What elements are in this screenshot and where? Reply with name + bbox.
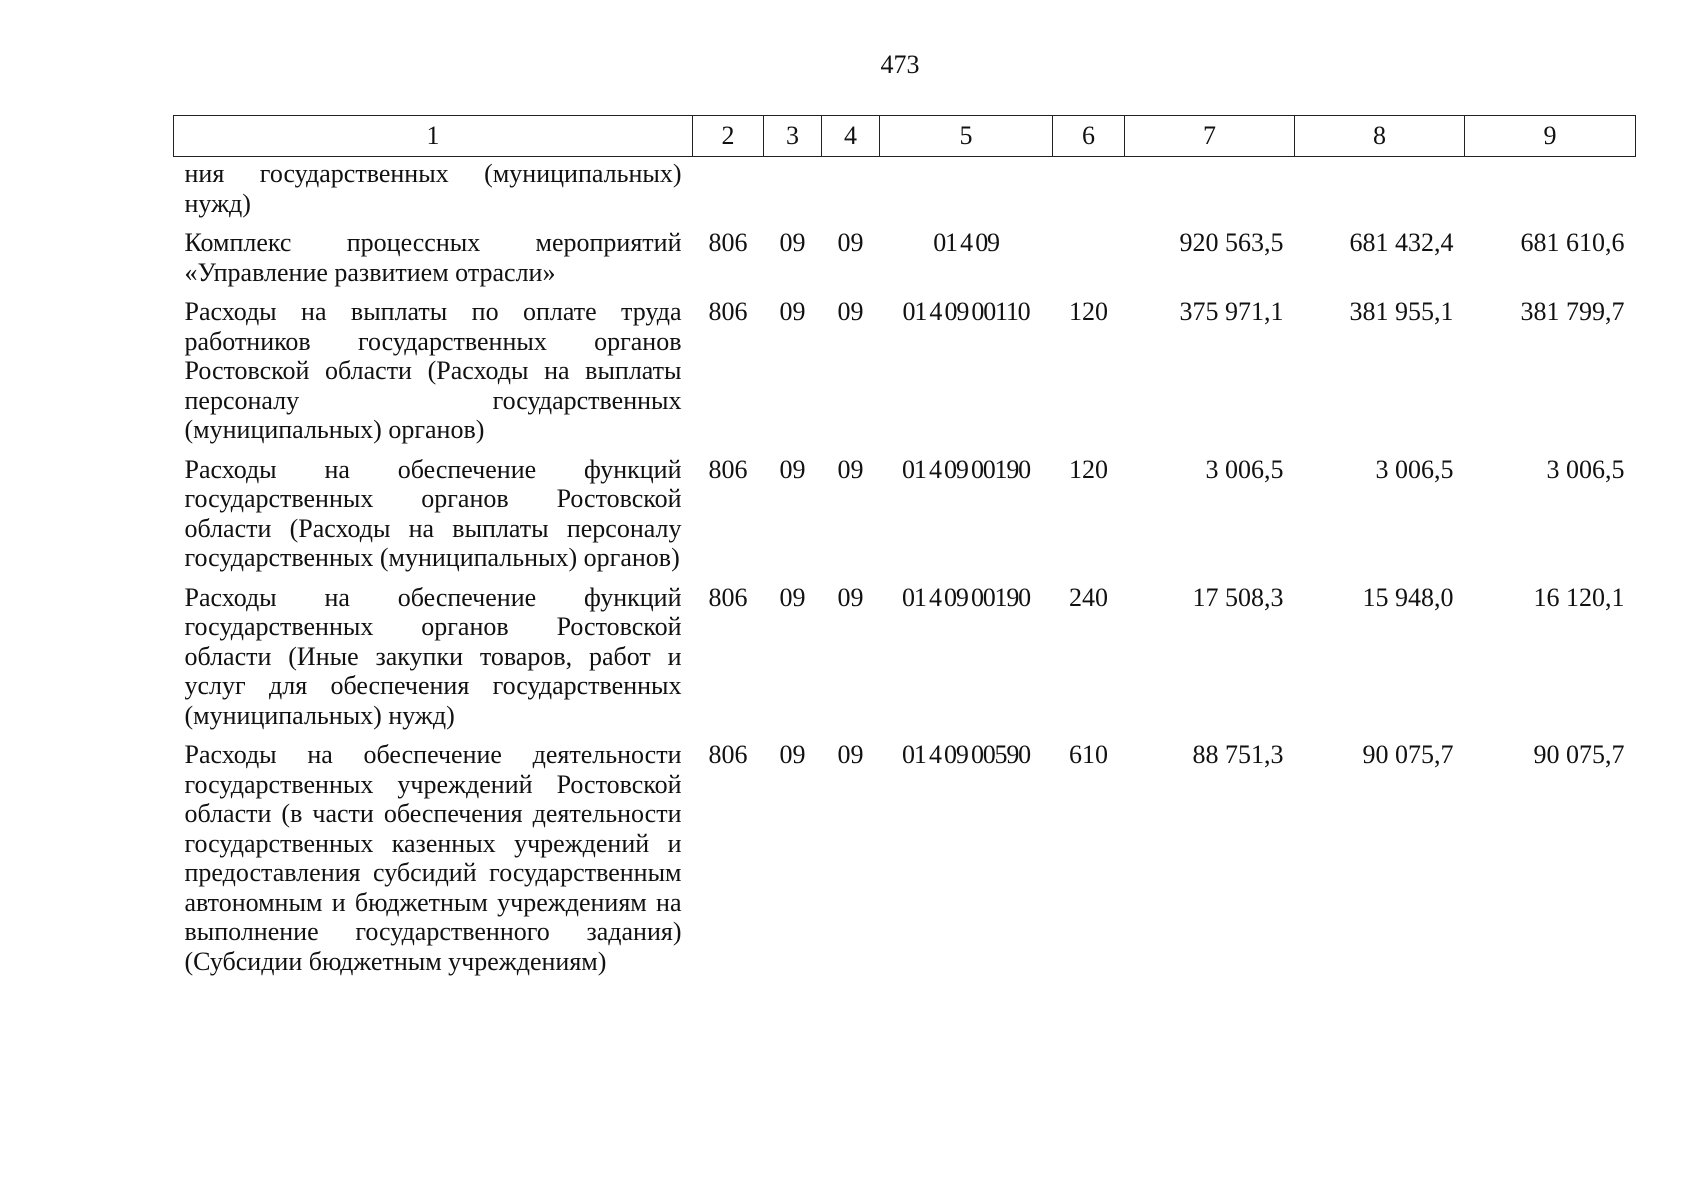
amount-col8-cell: 15 948,0 xyxy=(1362,582,1454,612)
section-code-cell: 09 xyxy=(779,740,806,769)
section-code-cell: 09 xyxy=(779,228,806,257)
amount-col8-cell: 90 075,7 xyxy=(1362,740,1454,769)
amount-col9-cell: 90 075,7 xyxy=(1533,740,1625,769)
amount-col9-cell: 16 120,1 xyxy=(1533,582,1625,612)
expense-name-cell: Расходы на выплаты по оплате труда работников государственных органов Ростовской области (Расходы на выплаты персоналу государственных (муниципальных) органов) xyxy=(184,297,682,444)
column-header: 9 xyxy=(1465,116,1636,157)
amount-col7-cell: 920 563,5 xyxy=(1179,228,1284,257)
amount-col7-cell: 375 971,1 xyxy=(1179,297,1284,326)
expense-type-cell: 120 xyxy=(1069,454,1108,484)
subsection-code-cell: 09 xyxy=(837,454,864,484)
amount-col9-cell: 3 006,5 xyxy=(1546,454,1625,484)
table-header-row xyxy=(174,116,1636,157)
ministry-code-cell: 806 xyxy=(708,740,748,769)
amount-col7-cell xyxy=(1125,157,1295,229)
amount-col8-cell: 381 955,1 xyxy=(1349,297,1454,326)
amount-col8-cell xyxy=(1295,157,1465,229)
target-article-cell: 01 4 09 xyxy=(933,228,999,257)
amount-col9-cell: 381 799,7 xyxy=(1520,297,1625,326)
column-header: 8 xyxy=(1295,116,1465,157)
section-code-cell: 09 xyxy=(779,454,806,484)
expense-name-cell: Комплекс процессных мероприятий «Управление развитием отрасли» xyxy=(184,228,682,287)
subsection-code-cell: 09 xyxy=(837,740,864,769)
column-header: 1 xyxy=(174,116,693,157)
table-row xyxy=(174,455,1636,583)
amount-col7-cell: 17 508,3 xyxy=(1192,582,1284,612)
subsection-code-cell xyxy=(822,157,880,229)
expense-name-cell: Расходы на обеспечение функций государственных органов Ростовской области (Расходы на выплаты персоналу государственных (муниципальных) органов) xyxy=(184,454,682,572)
expense-name-cell: Расходы на обеспечение функций государственных органов Ростовской области (Иные закупки товаров, работ и услуг для обеспечения государственных (муниципальных) нужд) xyxy=(184,582,682,730)
expense-type-cell: 240 xyxy=(1069,582,1108,612)
ministry-code-cell: 806 xyxy=(708,297,748,326)
target-article-cell: 01 4 09 00190 xyxy=(902,582,1030,612)
amount-col8-cell: 681 432,4 xyxy=(1349,228,1454,257)
column-header: 7 xyxy=(1125,116,1295,157)
subsection-code-cell: 09 xyxy=(837,228,864,257)
amount-col9-cell xyxy=(1465,157,1636,229)
amount-col9-cell: 681 610,6 xyxy=(1520,228,1625,257)
section-code-cell xyxy=(764,157,822,229)
table-row xyxy=(174,157,1636,229)
ministry-code-cell: 806 xyxy=(708,228,748,257)
expense-name-cell: Расходы на обеспечение деятельности государственных учреждений Ростовской области (в части обеспечения деятельности государственных казенных учреждений и предоставления субсидий государственным автономным и бюджетным учреждениям на выполнение государственного задания) (Субсидии бюджетным учреждениям) xyxy=(184,740,682,976)
expense-type-cell: 120 xyxy=(1069,297,1108,326)
target-article-cell: 01 4 09 00590 xyxy=(902,740,1030,769)
column-header: 4 xyxy=(822,116,880,157)
amount-col7-cell: 88 751,3 xyxy=(1192,740,1284,769)
column-header: 5 xyxy=(880,116,1053,157)
expense-name-cell: ния государственных (муниципальных) нужд) xyxy=(184,159,682,218)
table-row xyxy=(174,740,1636,986)
subsection-code-cell: 09 xyxy=(837,297,864,326)
amount-col8-cell: 3 006,5 xyxy=(1375,454,1454,484)
subsection-code-cell: 09 xyxy=(837,582,864,612)
table-row xyxy=(174,297,1636,455)
ministry-code-cell: 806 xyxy=(708,454,748,484)
target-article-cell: 01 4 09 00110 xyxy=(902,297,1030,326)
section-code-cell: 09 xyxy=(779,297,806,326)
ministry-code-cell: 806 xyxy=(708,582,748,612)
expense-type-cell xyxy=(1053,228,1125,297)
section-code-cell: 09 xyxy=(779,582,806,612)
column-header: 3 xyxy=(764,116,822,157)
expense-type-cell xyxy=(1053,157,1125,229)
column-header: 2 xyxy=(693,116,764,157)
page-number: 473 xyxy=(880,50,920,79)
table-row xyxy=(174,228,1636,297)
expense-type-cell: 610 xyxy=(1069,740,1108,769)
ministry-code-cell xyxy=(693,157,764,229)
target-article-cell: 01 4 09 00190 xyxy=(902,454,1030,484)
table-row xyxy=(174,583,1636,741)
target-article-cell xyxy=(880,157,1053,229)
column-header: 6 xyxy=(1053,116,1125,157)
budget-table xyxy=(173,115,1636,986)
amount-col7-cell: 3 006,5 xyxy=(1205,454,1284,484)
